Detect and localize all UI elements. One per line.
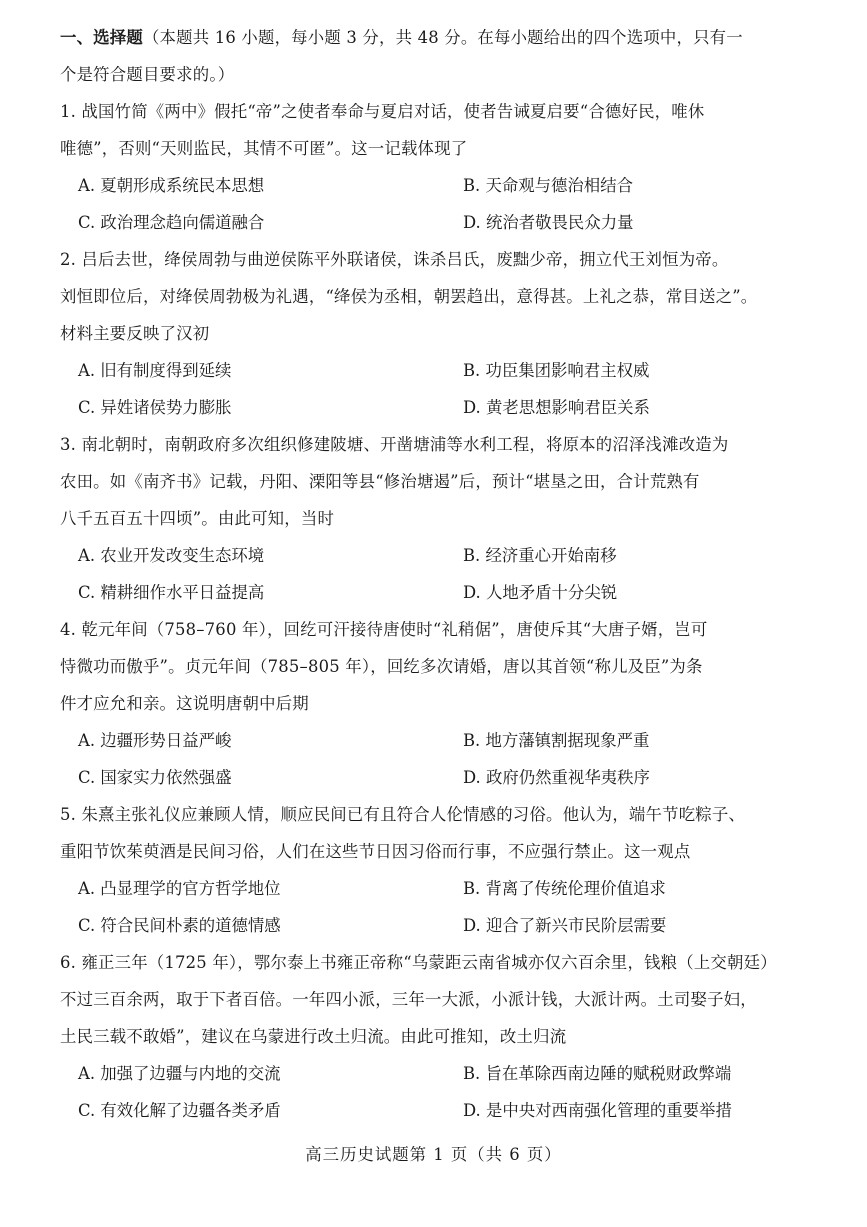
question-line: 材料主要反映了汉初 [60,324,210,343]
question-line: 2. 吕后去世，绛侯周勃与曲逆侯陈平外联诸侯，诛杀吕氏，废黜少帝，拥立代王刘恒为帝。 [60,250,729,269]
option-c: C. 国家实力依然强盛 [78,768,232,787]
option-c: C. 政治理念趋向儒道融合 [78,213,265,232]
question-line: 5. 朱熹主张礼仪应兼顾人情，顺应民间已有且符合人伦情感的习俗。他认为，端午节吃粽子、 [60,805,746,824]
option-d: D. 政府仍然重视华夷秩序 [463,768,650,787]
option-d: D. 是中央对西南强化管理的重要举措 [463,1101,732,1120]
question-line: 农田。如《南齐书》记载，丹阳、溧阳等县“修治塘遏”后，预计“堪垦之田，合计荒熟有 [60,472,700,491]
option-b: B. 背离了传统伦理价值追求 [463,879,666,898]
question-line: 八千五百五十四顷”。由此可知，当时 [60,509,335,528]
option-a: A. 边疆形势日益严峻 [78,731,232,750]
question-line: 件才应允和亲。这说明唐朝中后期 [60,694,309,713]
option-a: A. 农业开发改变生态环境 [78,546,265,565]
question-line: 4. 乾元年间（758–760 年），回纥可汗接待唐使时“礼稍倨”，唐使斥其“大唐子婿，岂可 [60,620,708,639]
question-line: 刘恒即位后，对绛侯周勃极为礼遇，“绛侯为丞相，朝罢趋出，意得甚。上礼之恭，常目送之”。 [60,287,758,306]
page-footer: 高三历史试题第 1 页（共 6 页） [305,1145,562,1164]
option-d: D. 黄老思想影响君臣关系 [463,398,650,417]
option-b: B. 地方藩镇割据现象严重 [463,731,650,750]
question-line: 1. 战国竹简《两中》假托“帝”之使者奉命与夏启对话，使者告诫夏启要“合德好民，唯休 [60,102,705,121]
option-c: C. 符合民间朴素的道德情感 [78,916,281,935]
option-b: B. 经济重心开始南移 [463,546,617,565]
option-d: D. 迎合了新兴市民阶层需要 [463,916,667,935]
option-a: A. 夏朝形成系统民本思想 [78,176,265,195]
question-line: 土民三载不敢婚”，建议在乌蒙进行改土归流。由此可推知，改土归流 [60,1027,567,1046]
section-instruction-line-2: 个是符合题目要求的。） [60,65,235,84]
option-d: D. 人地矛盾十分尖锐 [463,583,618,602]
option-b: B. 旨在革除西南边陲的赋税财政弊端 [463,1064,732,1083]
option-a: A. 旧有制度得到延续 [78,361,232,380]
question-line: 重阳节饮茱萸酒是民间习俗，人们在这些节日因习俗而行事，不应强行禁止。这一观点 [60,842,691,861]
option-d: D. 统治者敬畏民众力量 [463,213,634,232]
question-line: 3. 南北朝时，南朝政府多次组织修建陂塘、开凿塘浦等水利工程，将原本的沼泽浅滩改造为 [60,435,729,454]
section-instruction-line-1 [60,26,743,50]
option-c: C. 有效化解了边疆各类矛盾 [78,1101,281,1120]
option-c: C. 异姓诸侯势力膨胀 [78,398,232,417]
question-line: 恃微功而傲乎”。贞元年间（785–805 年），回纥多次请婚，唐以其首领“称儿及臣”为条 [60,657,703,676]
question-line: 唯德”，否则“天则监民，其情不可匿”。这一记载体现了 [60,139,468,158]
option-b: B. 天命观与德治相结合 [463,176,633,195]
section-title: 一、选择题 [60,28,143,47]
option-a: A. 凸显理学的官方哲学地位 [78,879,281,898]
question-line: 6. 雍正三年（1725 年），鄂尔泰上书雍正帝称“乌蒙距云南省城亦仅六百余里，钱粮（上交朝廷） [60,953,777,972]
question-line: 不过三百余两，取于下者百倍。一年四小派，三年一大派，小派计钱，大派计两。土司娶子妇， [60,990,757,1009]
option-b: B. 功臣集团影响君主权威 [463,361,650,380]
section-instruction: （本题共 16 小题，每小题 3 分，共 48 分。在每小题给出的四个选项中，只有一 [142,28,743,47]
option-a: A. 加强了边疆与内地的交流 [78,1064,281,1083]
option-c: C. 精耕细作水平日益提高 [78,583,265,602]
